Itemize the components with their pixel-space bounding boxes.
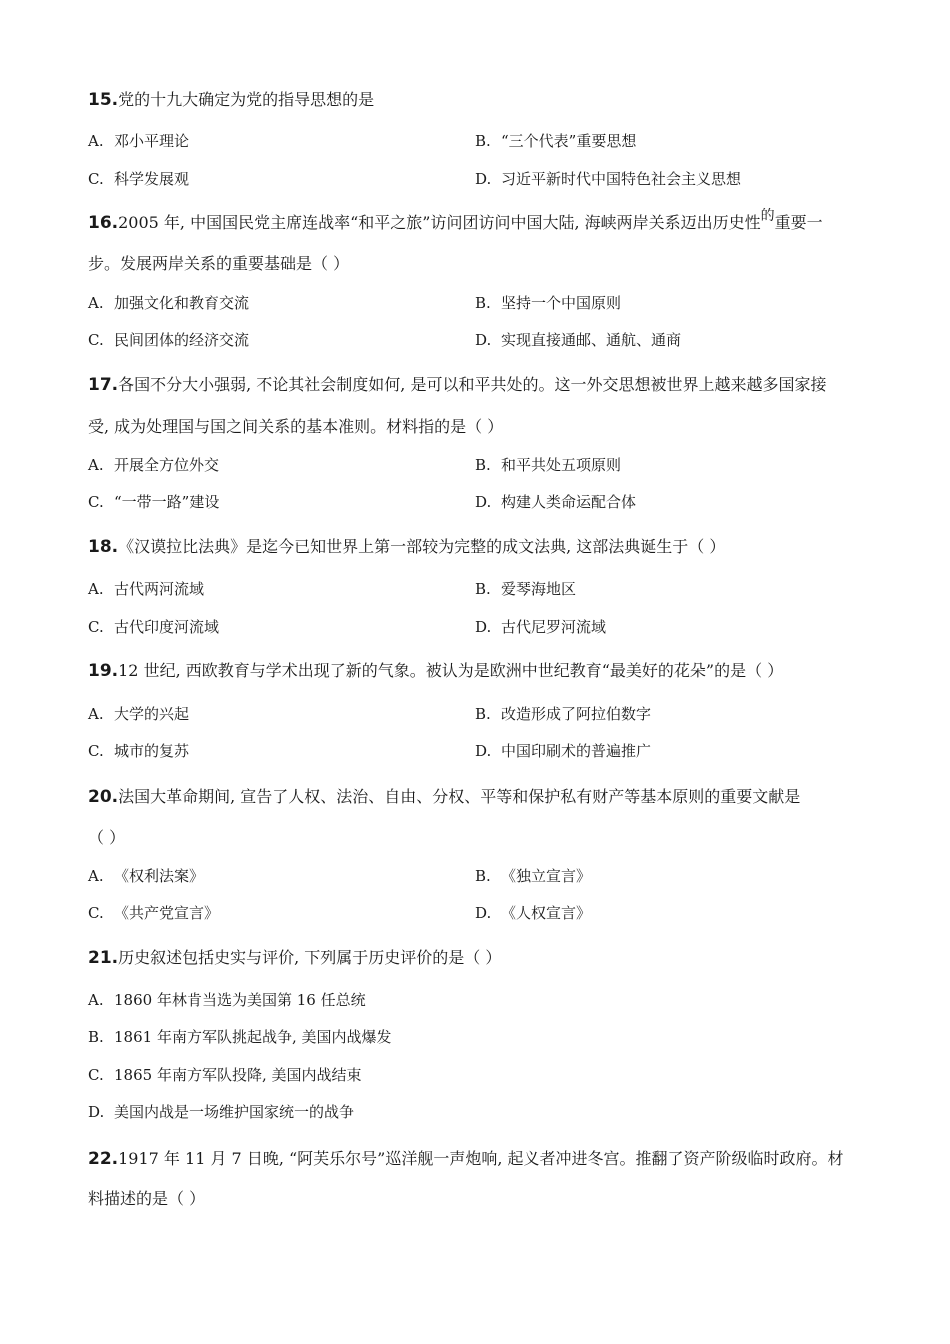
option-c[interactable]: C. 科学发展观 — [88, 170, 190, 188]
option-c[interactable]: C. 城市的复苏 — [88, 742, 190, 760]
question-19-stem — [88, 661, 783, 681]
question-number: 17. — [88, 375, 119, 395]
question-text: 《汉谟拉比法典》是迄今已知世界上第一部较为完整的成文法典, 这部法典诞生于（ ） — [118, 537, 726, 556]
option-a[interactable]: A. 大学的兴起 — [88, 705, 190, 723]
option-d[interactable]: D. 实现直接通邮、通航、通商 — [475, 331, 682, 349]
question-text: 法国大革命期间, 宣告了人权、法治、自由、分权、平等和保护私有财产等基本原则的重要文献是 — [118, 787, 801, 806]
question-21-stem — [88, 948, 501, 968]
question-number: 15. — [88, 90, 119, 110]
question-22-stem — [88, 1149, 844, 1169]
superscript-char: 的 — [760, 208, 775, 224]
option-a[interactable]: A. 加强文化和教育交流 — [88, 294, 250, 312]
question-20-stem — [88, 787, 800, 807]
question-number: 16. — [88, 213, 119, 233]
question-15-stem — [88, 90, 374, 110]
option-a[interactable]: A. 《权利法案》 — [88, 867, 205, 885]
option-b[interactable]: B. 改造形成了阿拉伯数字 — [475, 705, 652, 723]
question-text: 各国不分大小强弱, 不论其社会制度如何, 是可以和平共处的。这一外交思想被世界上越来越多国家接 — [118, 375, 827, 394]
option-b[interactable]: B. 坚持一个中国原则 — [475, 294, 622, 312]
question-number: 19. — [88, 661, 119, 681]
option-d[interactable]: D. 习近平新时代中国特色社会主义思想 — [475, 170, 742, 188]
question-16-stem — [88, 208, 823, 234]
option-a[interactable]: A. 古代两河流域 — [88, 580, 205, 598]
question-17-stem — [88, 375, 826, 395]
question-number: 18. — [88, 537, 119, 557]
option-d[interactable]: D. 美国内战是一场维护国家统一的战争 — [88, 1103, 355, 1121]
option-d[interactable]: D. 《人权宣言》 — [475, 904, 592, 922]
question-16-stem-line2: 步。发展两岸关系的重要基础是（ ） — [88, 254, 350, 273]
question-text: 党的十九大确定为党的指导思想的是 — [118, 90, 375, 109]
question-number: 21. — [88, 948, 119, 968]
option-c[interactable]: C. 古代印度河流域 — [88, 618, 220, 636]
question-number: 22. — [88, 1149, 119, 1169]
option-a[interactable]: A. 邓小平理论 — [88, 132, 190, 150]
option-a[interactable]: A. 1860 年林肯当选为美国第 16 任总统 — [88, 991, 366, 1009]
option-b[interactable]: B. 和平共处五项原则 — [475, 456, 622, 474]
question-text: 1917 年 11 月 7 日晚, “阿芙乐尔号”巡洋舰一声炮响, 起义者冲进冬宫。推翻了资产阶级临时政府。材 — [118, 1149, 844, 1168]
question-text-cont: 重要一 — [774, 213, 823, 232]
question-number: 20. — [88, 787, 119, 807]
option-d[interactable]: D. 中国印刷术的普遍推广 — [475, 742, 652, 760]
question-18-stem — [88, 537, 725, 557]
option-c[interactable]: C. 民间团体的经济交流 — [88, 331, 250, 349]
question-text: 12 世纪, 西欧教育与学术出现了新的气象。被认为是欧洲中世纪教育“最美好的花朵”的是（ ） — [118, 661, 784, 680]
option-b[interactable]: B. 爱琴海地区 — [475, 580, 577, 598]
option-d[interactable]: D. 古代尼罗河流域 — [475, 618, 607, 636]
option-b[interactable]: B. 《独立宣言》 — [475, 867, 592, 885]
question-17-stem-line2: 受, 成为处理国与国之间关系的基本准则。材料指的是（ ） — [88, 417, 504, 436]
question-20-stem-line2: （ ） — [88, 828, 126, 847]
option-b[interactable]: B. “三个代表”重要思想 — [475, 132, 637, 150]
option-d[interactable]: D. 构建人类命运配合体 — [475, 493, 637, 511]
question-text: 2005 年, 中国国民党主席连战率“和平之旅”访问团访问中国大陆, 海峡两岸关系迈出历史性 — [118, 213, 761, 232]
option-c[interactable]: C. “一带一路”建设 — [88, 493, 220, 511]
question-22-stem-line2: 料描述的是（ ） — [88, 1189, 206, 1208]
option-a[interactable]: A. 开展全方位外交 — [88, 456, 220, 474]
option-c[interactable]: C. 《共产党宣言》 — [88, 904, 220, 922]
option-c[interactable]: C. 1865 年南方军队投降, 美国内战结束 — [88, 1066, 362, 1084]
option-b[interactable]: B. 1861 年南方军队挑起战争, 美国内战爆发 — [88, 1028, 392, 1046]
question-text: 历史叙述包括史实与评价, 下列属于历史评价的是（ ） — [118, 948, 502, 967]
